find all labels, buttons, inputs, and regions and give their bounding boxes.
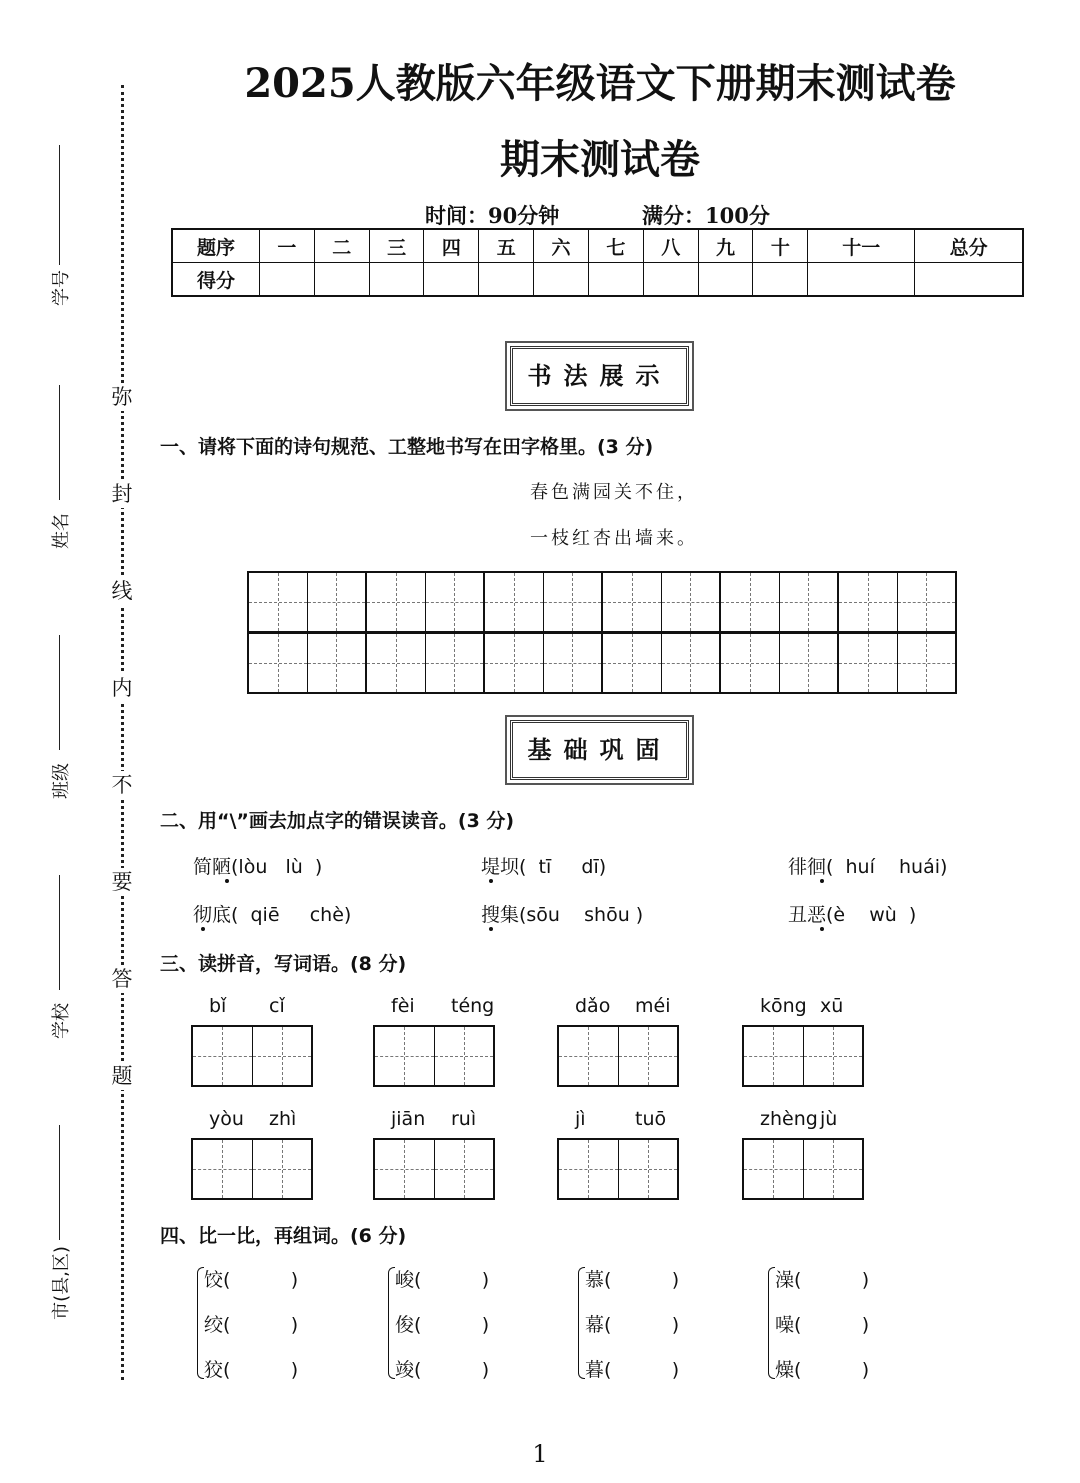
name-blank[interactable] [59,385,60,500]
pinyin-syllable: bǐ [209,995,227,1017]
score-input-cell[interactable] [643,263,698,297]
compare-word-blank[interactable]: 饺( ) [204,1269,299,1291]
compare-word-blank[interactable]: 绞( ) [204,1314,299,1336]
compare-word-blank[interactable]: 竣( ) [395,1359,490,1381]
pinyin-choice-item[interactable]: 丑恶(è wù ) [788,904,917,926]
tianzi-cell[interactable] [435,1027,494,1085]
binding-word: 内 [108,674,136,702]
poem-line-1: 春色满园关不住， [530,482,698,503]
tianzi-cell[interactable] [367,634,426,692]
grid-guide [367,663,425,664]
score-input-cell[interactable] [698,263,753,297]
tianzi-cell[interactable] [744,1140,804,1198]
tianzi-cell[interactable] [426,634,486,692]
compare-word-blank[interactable]: 幕( ) [585,1314,680,1336]
pinyin-syllable: kōng [760,995,807,1017]
emphasis-dot [489,879,493,883]
tianzi-cell[interactable] [435,1140,494,1198]
word-answer-box[interactable] [557,1138,679,1200]
score-table-cell: 一 [260,229,315,263]
pinyin-choice-item[interactable]: 搜集(sōu shōu ) [481,904,644,926]
score-row-label: 得分 [172,263,260,297]
compare-word-blank[interactable]: 燥( ) [775,1359,870,1381]
pinyin-syllable: jù [820,1108,838,1130]
score-table-score-row [172,263,1023,297]
grid-guide [721,602,779,603]
question-1: 一、请将下面的诗句规范、工整地书写在田字格里。(3 分) [160,436,654,458]
pinyin-choice-item[interactable]: 徘徊( huí huái) [788,856,948,878]
pinyin-choice-item[interactable]: 彻底( qiē chè) [193,904,352,926]
grid-guide [839,602,897,603]
score-input-cell[interactable] [534,263,589,297]
emphasis-dot [225,879,229,883]
grid-guide [544,602,602,603]
pinyin-syllable: méi [635,995,671,1017]
compare-word-blank[interactable]: 澡( ) [775,1269,870,1291]
grid-guide [375,1169,434,1170]
grid-guide [619,1169,678,1170]
question-3: 三、读拼音，写词语。(8 分) [160,953,407,975]
school-blank[interactable] [59,875,60,990]
grid-guide [308,602,366,603]
grid-guide [367,602,425,603]
pinyin-syllable: yòu [209,1108,244,1130]
grid-guide [780,663,838,664]
grid-guide [804,1056,863,1057]
score-input-cell[interactable] [915,263,1023,297]
word-answer-box[interactable] [742,1025,864,1087]
tianzi-cell[interactable] [662,634,722,692]
page-title: 2025人教版六年级语文下册期末测试卷 [244,60,956,107]
binding-word: 要 [108,868,136,896]
tianzi-cell[interactable] [559,1027,619,1085]
pinyin-syllable: jì [575,1108,586,1130]
question-4: 四、比一比，再组词。(6 分) [160,1225,407,1247]
pinyin-syllable: xū [820,995,844,1017]
emphasis-dot [820,927,824,931]
compare-word-blank[interactable]: 狡( ) [204,1359,299,1381]
grid-guide [721,663,779,664]
score-table-cell: 十 [753,229,808,263]
word-answer-box[interactable] [191,1025,313,1087]
tianzi-cell[interactable] [375,1140,435,1198]
binding-dotted-line [121,85,124,1380]
tianzi-cell[interactable] [721,634,780,692]
pinyin-syllable: téng [451,995,495,1017]
grid-guide [193,1169,252,1170]
emphasis-dot [489,927,493,931]
class-label: 班级 [51,763,72,799]
tianzi-cell[interactable] [898,573,956,631]
poem-line-2: 一枝红杏出墙来。 [530,528,698,549]
grid-guide [435,1056,494,1057]
compare-word-blank[interactable]: 噪( ) [775,1314,870,1336]
score-table-cell: 四 [424,229,479,263]
pinyin-choice-item[interactable]: 堤坝( tī dī) [481,856,607,878]
grid-guide [662,663,720,664]
exam-full-score: 满分：100分 [642,203,770,228]
tianzi-grid-row-1[interactable] [247,571,957,633]
binding-word: 题 [108,1062,136,1090]
grid-guide [780,602,838,603]
brace-bracket [388,1267,395,1379]
grid-guide [898,663,956,664]
section-banner-calligraphy: 书法展示 [510,346,689,406]
tianzi-cell[interactable] [780,573,840,631]
emphasis-dot [201,927,205,931]
pinyin-syllable: zhì [269,1108,297,1130]
word-answer-box[interactable] [191,1138,313,1200]
question-2: 二、用“\”画去加点字的错误读音。(3 分) [160,810,515,832]
student-id-blank[interactable] [59,145,60,265]
tianzi-grid-row-2[interactable] [247,632,957,694]
grid-guide [426,602,484,603]
grid-guide [898,602,956,603]
pinyin-choice-item[interactable]: 简陋(lòu lù ) [193,856,323,878]
pinyin-syllable: jiān [391,1108,426,1130]
tianzi-cell[interactable] [249,573,308,631]
word-answer-box[interactable] [373,1138,495,1200]
score-input-cell[interactable] [479,263,534,297]
school-label: 学校 [51,1003,72,1039]
grid-guide [603,602,661,603]
tianzi-cell[interactable] [193,1027,253,1085]
tianzi-cell[interactable] [780,634,840,692]
tianzi-cell[interactable] [367,573,426,631]
name-label: 姓名 [51,513,72,549]
compare-word-blank[interactable]: 暮( ) [585,1359,680,1381]
city-label: 市(县,区) [51,1246,72,1320]
score-table [171,228,1024,297]
tianzi-cell[interactable] [804,1140,863,1198]
pinyin-syllable: dǎo [575,995,611,1017]
score-input-cell[interactable] [369,263,424,297]
score-table-cell: 八 [643,229,698,263]
score-table-cell: 十一 [808,229,915,263]
grid-guide [559,1169,618,1170]
tianzi-cell[interactable] [426,573,486,631]
tianzi-cell[interactable] [662,573,722,631]
grid-guide [193,1056,252,1057]
grid-guide [619,1056,678,1057]
grid-guide [603,663,661,664]
tianzi-cell[interactable] [544,634,604,692]
tianzi-cell[interactable] [721,573,780,631]
binding-word: 封 [108,480,136,508]
city-blank[interactable] [59,1125,60,1240]
score-table-cell: 题序 [172,229,260,263]
score-table-cell: 九 [698,229,753,263]
binding-word: 不 [108,771,136,799]
word-answer-box[interactable] [373,1025,495,1087]
score-table-cell: 六 [534,229,589,263]
score-table-cell: 二 [314,229,369,263]
score-table-cell: 五 [479,229,534,263]
grid-guide [662,602,720,603]
score-input-cell[interactable] [808,263,915,297]
pinyin-syllable: zhèng [760,1108,818,1130]
compare-word-blank[interactable]: 慕( ) [585,1269,680,1291]
score-table-cell: 三 [369,229,424,263]
pinyin-syllable: cǐ [269,995,285,1017]
tianzi-cell[interactable] [898,634,956,692]
brace-bracket [768,1267,775,1379]
score-input-cell[interactable] [260,263,315,297]
word-answer-box[interactable] [557,1025,679,1087]
grid-guide [435,1169,494,1170]
tianzi-cell[interactable] [839,634,898,692]
brace-bracket [197,1267,204,1379]
grid-guide [485,602,543,603]
grid-guide [544,663,602,664]
page-subtitle: 期末测试卷 [500,136,700,183]
score-table-cell: 总分 [915,229,1023,263]
tianzi-cell[interactable] [603,573,662,631]
tianzi-cell[interactable] [308,573,368,631]
score-input-cell[interactable] [314,263,369,297]
tianzi-cell[interactable] [619,1140,678,1198]
word-answer-box[interactable] [742,1138,864,1200]
tianzi-cell[interactable] [193,1140,253,1198]
compare-word-blank[interactable]: 峻( ) [395,1269,490,1291]
tianzi-cell[interactable] [308,634,368,692]
tianzi-cell[interactable] [839,573,898,631]
binding-word: 答 [108,965,136,993]
grid-guide [249,602,307,603]
tianzi-cell[interactable] [619,1027,678,1085]
binding-word: 线 [108,577,136,605]
tianzi-cell[interactable] [744,1027,804,1085]
student-id-label: 学号 [51,270,72,306]
emphasis-dot [820,879,824,883]
exam-time: 时间：90分钟 [425,203,560,228]
tianzi-cell[interactable] [375,1027,435,1085]
tianzi-cell[interactable] [485,573,544,631]
grid-guide [375,1056,434,1057]
grid-guide [426,663,484,664]
score-input-cell[interactable] [424,263,479,297]
class-blank[interactable] [59,635,60,750]
tianzi-cell[interactable] [253,1140,312,1198]
score-input-cell[interactable] [753,263,808,297]
score-table-header-row [172,229,1023,263]
section-banner-basics: 基础巩固 [510,720,689,780]
grid-guide [249,663,307,664]
pinyin-syllable: fèi [391,995,415,1017]
tianzi-cell[interactable] [544,573,604,631]
grid-guide [744,1169,803,1170]
tianzi-cell[interactable] [253,1027,312,1085]
tianzi-cell[interactable] [559,1140,619,1198]
grid-guide [804,1169,863,1170]
score-table-cell: 七 [588,229,643,263]
grid-guide [253,1056,312,1057]
binding-word: 弥 [108,383,136,411]
page-number: 1 [532,1440,548,1468]
grid-guide [485,663,543,664]
pinyin-syllable: tuō [635,1108,667,1130]
grid-guide [839,663,897,664]
compare-word-blank[interactable]: 俊( ) [395,1314,490,1336]
score-input-cell[interactable] [588,263,643,297]
grid-guide [308,663,366,664]
tianzi-cell[interactable] [249,634,308,692]
tianzi-cell[interactable] [603,634,662,692]
pinyin-syllable: ruì [451,1108,477,1130]
brace-bracket [578,1267,585,1379]
tianzi-cell[interactable] [804,1027,863,1085]
grid-guide [744,1056,803,1057]
tianzi-cell[interactable] [485,634,544,692]
grid-guide [559,1056,618,1057]
grid-guide [253,1169,312,1170]
